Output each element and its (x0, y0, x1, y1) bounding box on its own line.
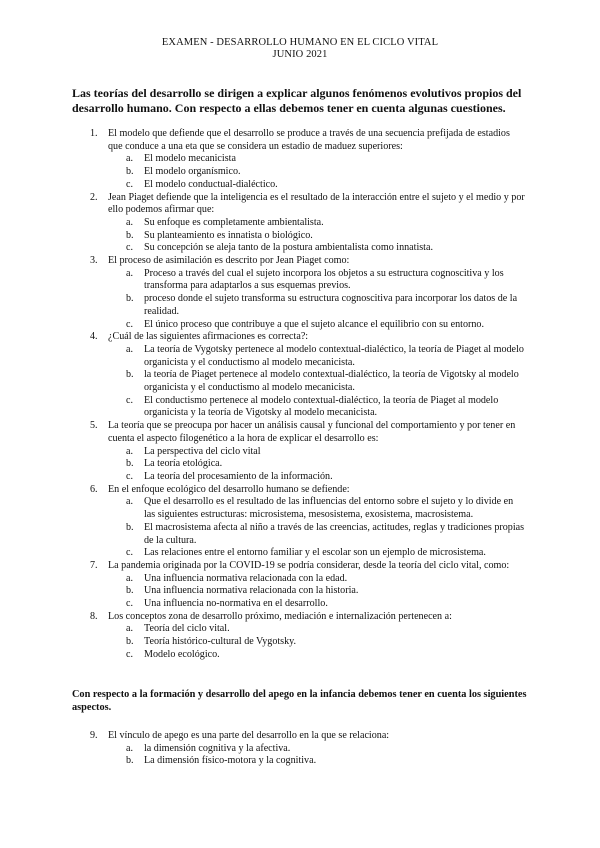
question-number: 7. (90, 559, 98, 571)
option-text: Su planteamiento es innatista o biológico. (144, 229, 313, 241)
option-a (108, 743, 526, 756)
option-letter: b. (126, 521, 134, 533)
question-list (0, 128, 526, 662)
option-letter: a. (126, 153, 134, 165)
section-attachment-title: Con respecto a la formación y desarrollo del apego en la infancia debemos tener en cuenta los siguientes aspectos. (72, 689, 527, 713)
option-a (108, 153, 526, 166)
option-b (108, 230, 526, 243)
option-text: proceso donde el sujeto transforma su estructura cognoscitiva para incorporar los datos de la realidad. (144, 293, 518, 317)
option-text: Que el desarrollo es el resultado de las influencias del entorno sobre el sujeto y lo divide en las siguientes estructuras: microsistema, mesosistema, exosistema, macrosistema. (144, 496, 514, 521)
question-text: El proceso de asimilación es descrito por Jean Piaget como: (108, 255, 350, 267)
question-7 (0, 560, 526, 611)
option-letter: a. (126, 445, 134, 457)
question-number: 8. (90, 610, 98, 622)
exam-title: EXAMEN - DESARROLLO HUMANO EN EL CICLO VITAL (161, 37, 439, 48)
question-text: En el enfoque ecológico del desarrollo humano se defiende: (108, 483, 350, 495)
option-list (108, 344, 526, 420)
option-letter: a. (126, 267, 134, 279)
option-letter: a. (126, 216, 134, 228)
option-c (108, 471, 526, 484)
question-text: El modelo que defiende que el desarrollo se produce a través de una secuencia prefijada de estadios que conduce a una eta que se considera un estadio de maduez superiores: (108, 128, 510, 152)
option-text: La teoría etológica. (144, 458, 223, 470)
question-text: El vínculo de apego es una parte del desarrollo en la que se relaciona: (108, 730, 390, 741)
option-letter: a. (126, 572, 134, 584)
option-list (108, 153, 526, 191)
option-letter: c. (126, 242, 134, 254)
option-letter: c. (126, 394, 134, 406)
option-text: la dimensión cognitiva y la afectiva. (144, 742, 291, 754)
option-letter: c. (126, 648, 134, 660)
option-letter: a. (126, 496, 134, 508)
option-letter: b. (126, 229, 134, 241)
option-text: La teoría del procesamiento de la información. (144, 470, 333, 482)
question-number: 2. (90, 191, 98, 203)
option-text: Una influencia no-normativa en el desarrollo. (144, 598, 328, 610)
question-4 (0, 331, 526, 420)
option-text: Una influencia normativa relacionada con la edad. (144, 572, 348, 584)
option-letter: b. (126, 166, 134, 178)
option-letter: b. (126, 293, 134, 305)
option-letter: b. (126, 369, 134, 381)
option-text: El modelo conductual-dialéctico. (144, 178, 278, 190)
option-text: El modelo mecanicista (144, 153, 236, 165)
document-header (0, 37, 600, 61)
option-text: Teoría histórico-cultural de Vygotsky. (144, 636, 297, 648)
option-b (108, 636, 526, 649)
option-letter: c. (126, 598, 134, 610)
option-text: Proceso a través del cual el sujeto incorpora los objetos a su estructura cognoscitiva y los transforma para adaptarlos a sus esquemas previos. (144, 267, 504, 292)
option-c (108, 395, 526, 420)
option-text: El conductismo pertenece al modelo contextual-dialéctico, la teoría de Piaget al modelo organicista y la teoría de Vigotsky al modelo mecanicista. (144, 394, 499, 419)
option-list (108, 446, 526, 484)
option-letter: a. (126, 343, 134, 355)
option-c (108, 179, 526, 192)
option-letter: a. (126, 623, 134, 635)
option-b (108, 369, 526, 394)
option-text: El macrosistema afecta al niño a través de las creencias, actitudes, reglas y tradiciones propias de la cultura. (144, 521, 525, 546)
option-text: La dimensión físico-motora y la cognitiva. (144, 755, 317, 767)
option-a (108, 446, 526, 459)
question-number: 4. (90, 331, 98, 343)
option-a (108, 496, 526, 521)
option-text: Su enfoque es completamente ambientalista. (144, 216, 324, 228)
question-5 (0, 420, 526, 484)
question-2 (0, 192, 526, 256)
option-letter: b. (126, 755, 134, 767)
option-b (108, 293, 526, 318)
option-text: Una influencia normativa relacionada con la historia. (144, 585, 359, 597)
option-a (108, 344, 526, 369)
option-text: El único proceso que contribuye a que el sujeto alcance el equilibrio con su entorno. (144, 318, 484, 330)
option-a (108, 268, 526, 293)
question-number: 3. (90, 255, 98, 267)
option-list (108, 623, 526, 661)
option-letter: b. (126, 458, 134, 470)
question-text: Los conceptos zona de desarrollo próximo, mediación e internalización pertenecen a: (108, 610, 452, 622)
option-letter: c. (126, 547, 134, 559)
option-letter: c. (126, 470, 134, 482)
question-text: ¿Cuál de las siguientes afirmaciones es correcta?: (108, 331, 309, 343)
option-c (108, 598, 526, 611)
question-text: Jean Piaget defiende que la inteligencia es el resultado de la interacción entre el sujeto y el medio y por ello podemos afirmar que: (108, 191, 525, 216)
option-b (108, 755, 526, 768)
option-a (108, 217, 526, 230)
option-b (108, 585, 526, 598)
option-text: Su concepción se aleja tanto de la postura ambientalista como innatista. (144, 242, 433, 254)
option-list (108, 217, 526, 255)
question-number: 1. (90, 128, 98, 139)
option-text: El modelo organísmico. (144, 166, 241, 178)
question-text: La pandemia originada por la COVID-19 se podría considerar, desde la teoría del ciclo vital, como: (108, 559, 510, 571)
option-text: la teoría de Piaget pertenece al modelo contextual-dialéctico, la teoría de Vigotsky al modelo organicista y el conductismo al modelo mecanicista. (144, 369, 519, 394)
option-text: Las relaciones entre el entorno familiar y el escolar son un ejemplo de microsistema. (144, 547, 486, 559)
option-a (108, 573, 526, 586)
section-intro: Las teorías del desarrollo se dirigen a explicar algunos fenómenos evolutivos propios del desarrollo humano. Con respecto a ellas debemos tener en cuenta algunas cuestiones. (72, 86, 522, 115)
option-letter: c. (126, 178, 134, 190)
option-c (108, 547, 526, 560)
question-list-2 (0, 730, 526, 768)
option-list (108, 743, 526, 768)
option-a (108, 623, 526, 636)
option-c (108, 319, 526, 332)
option-b (108, 458, 526, 471)
exam-date: JUNIO 2021 (272, 49, 328, 60)
option-list (108, 268, 526, 332)
question-number: 6. (90, 483, 98, 495)
question-3 (0, 255, 526, 331)
question-text: La teoría que se preocupa por hacer un análisis causal y funcional del comportamiento y por tener en cuenta el aspecto filogenético a la hora de explicar el desarrollo es: (108, 420, 516, 444)
option-c (108, 242, 526, 255)
option-text: La teoría de Vygotsky pertenece al modelo contextual-dialéctico, la teoría de Piaget al modelo organicista y el conductismo al modelo mecanicista. (144, 343, 524, 368)
option-letter: b. (126, 585, 134, 597)
option-text: Modelo ecológico. (144, 648, 220, 660)
question-number: 5. (90, 420, 98, 432)
option-b (108, 522, 526, 547)
option-letter: a. (126, 742, 134, 754)
question-9 (0, 730, 526, 768)
question-number: 9. (90, 730, 98, 741)
option-c (108, 649, 526, 662)
question-6 (0, 484, 526, 560)
option-text: Teoría del ciclo vital. (144, 623, 230, 635)
question-8 (0, 611, 526, 662)
option-b (108, 166, 526, 179)
option-text: La perspectiva del ciclo vital (144, 445, 261, 457)
option-letter: c. (126, 318, 134, 330)
option-letter: b. (126, 636, 134, 648)
option-list (108, 496, 526, 560)
question-1 (0, 128, 526, 192)
option-list (108, 573, 526, 611)
